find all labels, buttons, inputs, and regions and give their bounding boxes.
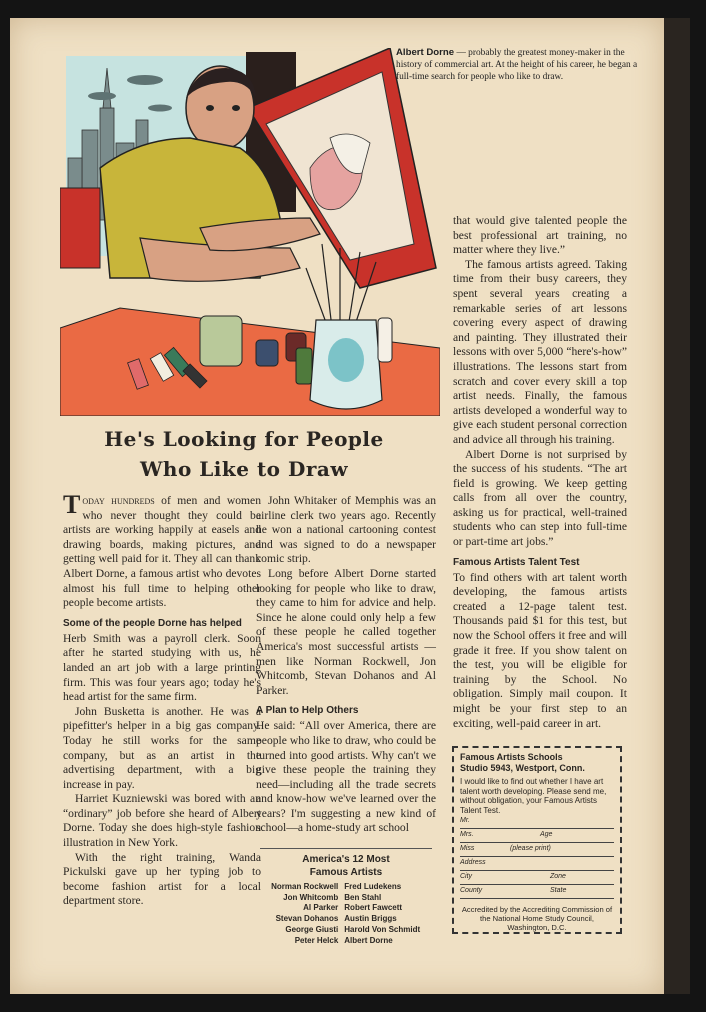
field-label: Mrs. [460,831,474,838]
coupon-address: Studio 5943, Westport, Conn. [460,763,585,773]
artist-name: Fred Ludekens [344,882,402,891]
artist-name: Stevan Dohanos [275,914,339,924]
table-row [252,925,440,936]
paragraph: He said: “All over America, there are people who like to draw, who could be turned into good artists. Why can't we give these people the training they need—including all the trade secrets and know-how we've learned over the years? I'm suggesting a new kind of school—a home-study art school [256,719,436,835]
field-label: Age [540,831,553,838]
field-label: City [460,873,473,880]
subheading: A Plan to Help Others [256,705,359,717]
accreditation: Accredited by the Accrediting Commission of the National Home Study Council, Washington, D.C. [461,905,613,932]
coupon-intro: I would like to find out whether I have art talent worth developing. Please send me, without obligation, your Famous Artists Talent Test. [460,777,607,815]
small-caps-lead: oday hundreds [82,494,155,507]
article-column-1 [63,490,261,909]
city-field[interactable] [460,873,614,885]
divider [260,848,432,849]
subheading: Some of the people Dorne has helped [63,617,242,629]
artist-name: Jon Whitcomb [283,892,339,902]
table-row [252,903,440,914]
paragraph: Harriet Kuzniewski was bored with an “ordinary” job before she heard of Albert Dorne. Today she does high-style fashion illustration in New York. [63,792,261,850]
paragraph-text: of men and women who never thought they could be artists are working happily at easels and drawing boards, making pictures, and getting well paid for it. They all can thank Albert Dorne, a famous artist who devotes almost his full time to helping other people become artists. [63,494,261,610]
field-label: Address [460,859,486,866]
artist-name: Harold Von Schmidt [344,924,421,934]
article-column-2 [256,494,436,836]
caption-text: — probably the greatest money-maker in the history of commercial art. At the height of his career, he began a full-time search for people who like to draw. [396,48,638,82]
caption-name: Albert Dorne [396,47,455,58]
paragraph: Long before Albert Dorne started looking for people who like to draw, they came to him for advice and help. Since he alone could only help a few of these people he called together America's most successful artists —men like Norman Rockwell, Jon Whitcomb, Stevan Dohanos and Al Parker. [256,566,436,697]
miss-field[interactable] [460,845,614,857]
mrs-field[interactable] [460,831,614,843]
field-label: Zone [550,873,566,880]
list-title-1: America's 12 Most [302,854,390,865]
famous-artists-list [252,848,440,946]
artist-name: Ben Stahl [344,892,382,902]
table-row [252,914,440,925]
headline [60,424,428,484]
paragraph: To find others with art talent worth developing, the famous artists created a 12-page talent test. Thousands paid $1 for this test, but now the School offers it free and will grade it free. If you show talent on the test, you will be eligible for training by the School. No obligation. Simply mail coupon. It might be your first step to an exciting, well-paid career in art. [453,570,627,730]
paragraph: John Busketta is another. He was a pipefitter's helper in a big gas company. Today he still works for the same company, but as an artist in the advertising department, with a big increase in pay. [63,704,261,791]
artist-name: Peter Helck [294,935,339,945]
artist-name: Al Parker [303,903,339,913]
paragraph: John Whitaker of Memphis was an airline clerk two years ago. Recently he won a national cartooning contest and was signed to do a newspaper comic strip. [256,494,436,566]
paragraph: Herb Smith was a payroll clerk. Soon after he started studying with us, he landed an art job with a large printing firm. This was four years ago; today he's head artist for the same firm. [63,631,261,704]
artist-illustration [60,48,440,416]
field-label: (please print) [510,845,551,852]
caption [396,47,646,83]
table-row [252,882,440,893]
paragraph: Albert Dorne is not surprised by the success of his students. “The art field is growing. We keep getting calls from all over the country, asking us for practical, well-trained students who can step into full-time or part-time art jobs.” [453,447,627,549]
address-field[interactable] [460,859,614,871]
table-row [252,936,440,947]
artist-name: George Giusti [285,924,339,934]
field-label: County [460,887,483,894]
paragraph: With the right training, Wanda Pickulski gave up her typing job to become fashion artist for a local department store. [63,850,261,908]
page-edge [664,18,690,994]
headline-line-2: Who Like to Draw [139,457,349,481]
artists-table [252,882,440,946]
mr-field[interactable] [460,817,614,829]
field-label: Miss [460,845,475,852]
paragraph: The famous artists agreed. Taking time from their busy careers, they spent several years creating a remarkable series of art lessons covering every aspect of drawing and painting. They illustrated their lessons with over 5,000 “here's-how” illustrations. The lessons start from scratch and cover every skill a top artist needs. Finally, the famous artists developed a wonderful way to give each student personal correction and advice all through his training. [453,257,627,446]
artist-name: Albert Dorne [344,935,393,945]
paragraph: that would give talented people the best professional art training, no matter where they live.” [453,214,627,257]
mail-coupon[interactable] [452,746,622,934]
list-title-2: Famous Artists [309,867,383,878]
paragraph [63,490,261,611]
artist-name: Austin Briggs [344,914,397,924]
coupon-school: Famous Artists Schools [460,752,563,762]
subheading: Famous Artists Talent Test [453,556,580,568]
field-label: State [550,887,567,894]
county-field[interactable] [460,887,614,899]
article-column-3 [453,214,627,731]
headline-line-1: He's Looking for People [104,427,384,451]
artist-name: Norman Rockwell [271,882,339,891]
drop-cap: T [63,490,81,519]
table-row [252,893,440,904]
artist-name: Robert Fawcett [344,903,403,913]
field-label: Mr. [460,817,470,824]
